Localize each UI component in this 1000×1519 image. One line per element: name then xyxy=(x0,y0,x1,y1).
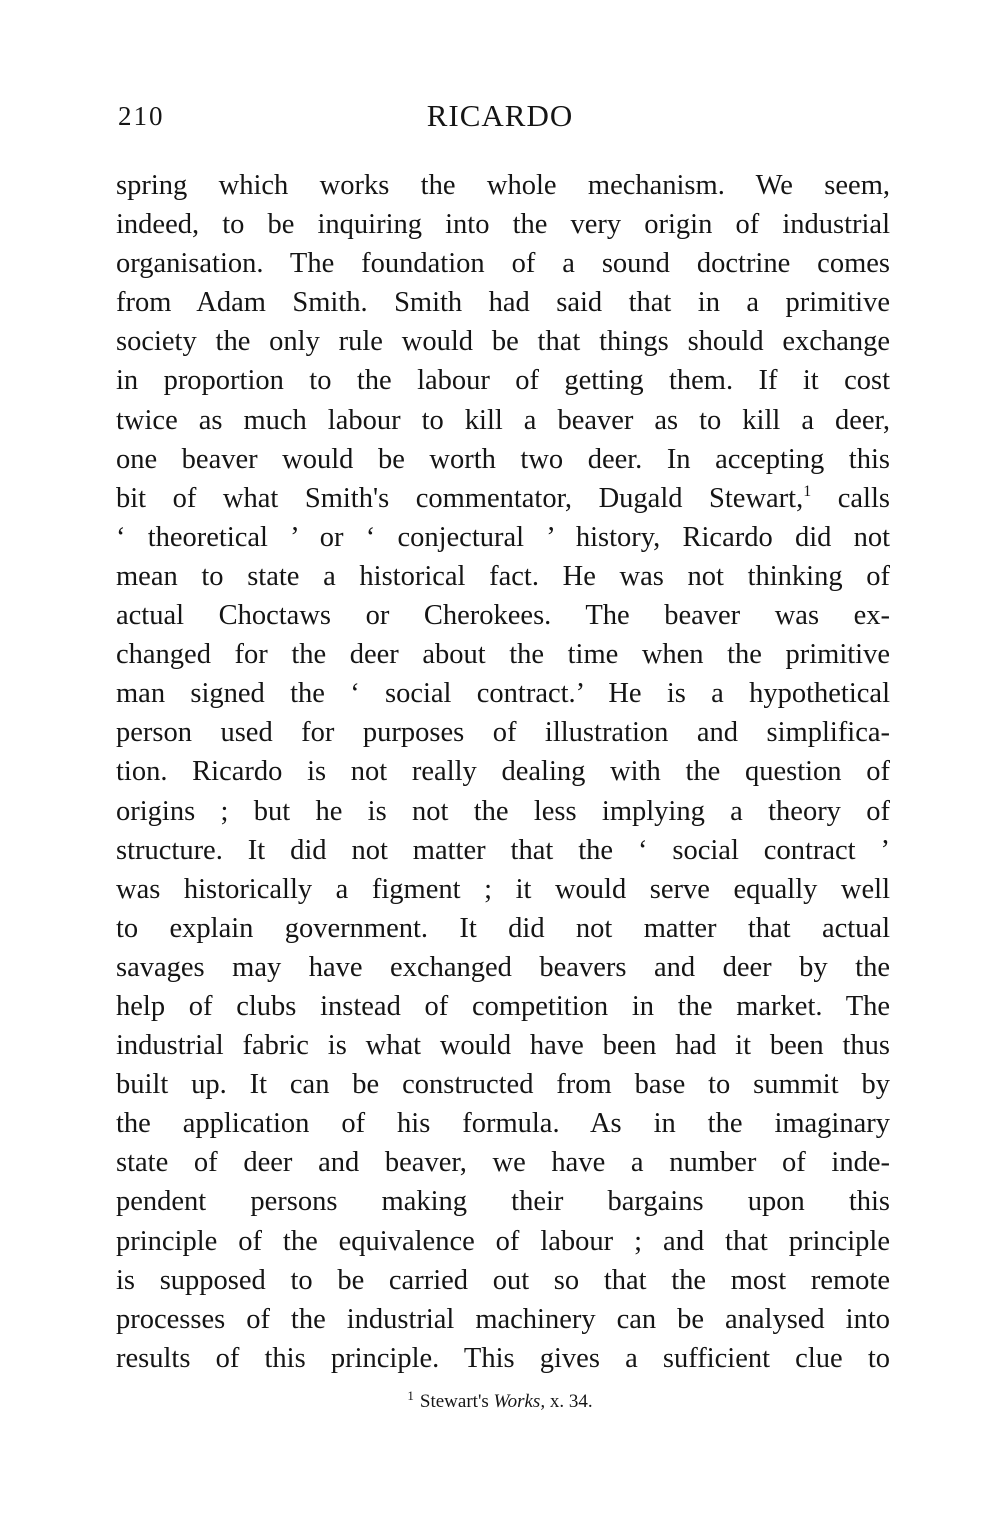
text-line-start: bit of what Smith's commentator, Dugald Stewart, xyxy=(116,482,804,514)
text-line: man signed the ‘ social contract.’ He is a hypothetical xyxy=(116,678,890,710)
body-text xyxy=(116,166,890,1378)
text-line: twice as much labour to kill a beaver as to kill a deer, xyxy=(116,404,890,436)
text-line: from Adam Smith. Smith had said that in a primitive xyxy=(116,287,890,319)
text-line: state of deer and beaver, we have a number of inde- xyxy=(116,1147,890,1179)
footnote-mark: 1 xyxy=(407,1388,414,1403)
text-line: pendent persons making their bargains upon this xyxy=(116,1186,890,1218)
text-line: changed for the deer about the time when the primitive xyxy=(116,639,890,671)
footnote-title: Works, xyxy=(493,1391,546,1412)
text-line: to explain government. It did not matter that actual xyxy=(116,912,890,944)
page-number: 210 xyxy=(118,101,165,131)
text-line: spring which works the whole mechanism. We seem, xyxy=(116,170,890,201)
text-line: results of this principle. This gives a sufficient clue to xyxy=(116,1342,890,1374)
running-title: RICARDO xyxy=(426,98,574,133)
text-line: one beaver would be worth two deer. In accepting this xyxy=(116,443,890,475)
text-line: processes of the industrial machinery can be analysed into xyxy=(116,1303,890,1335)
text-line: principle of the equivalence of labour ; and that principle xyxy=(116,1225,890,1257)
text-line: structure. It did not matter that the ‘ social contract ’ xyxy=(116,834,890,866)
text-line: built up. It can be constructed from base to summit by xyxy=(116,1069,890,1101)
text-line: help of clubs instead of competition in the market. The xyxy=(116,990,890,1022)
footnote xyxy=(0,1389,1000,1411)
footnote-suffix: x. 34. xyxy=(549,1391,593,1412)
footnote-reference: 1 xyxy=(803,482,812,500)
text-line: savages may have exchanged beavers and deer by the xyxy=(116,951,890,983)
text-line: origins ; but he is not the less implying a theory of xyxy=(116,795,890,827)
text-line: organisation. The foundation of a sound doctrine comes xyxy=(116,248,890,280)
text-line: tion. Ricardo is not really dealing with the question of xyxy=(116,756,890,788)
text-line: indeed, to be inquiring into the very origin of industrial xyxy=(116,209,890,241)
text-line: ‘ theoretical ’ or ‘ conjectural ’ history, Ricardo did not xyxy=(116,521,890,553)
footnote-prefix: Stewart's xyxy=(419,1391,489,1412)
text-line: actual Choctaws or Cherokees. The beaver was ex- xyxy=(116,600,890,632)
text-line-with-footnote-ref xyxy=(116,479,890,518)
text-line: is supposed to be carried out so that the most remote xyxy=(116,1264,890,1296)
text-line: society the only rule would be that things should exchange xyxy=(116,326,890,358)
text-line: was historically a figment ; it would serve equally well xyxy=(116,873,890,905)
text-line: mean to state a historical fact. He was not thinking of xyxy=(116,560,890,592)
text-line: in proportion to the labour of getting them. If it cost xyxy=(116,365,890,397)
text-line: the application of his formula. As in the imaginary xyxy=(116,1108,890,1140)
text-line: industrial fabric is what would have been had it been thus xyxy=(116,1030,890,1062)
text-line: person used for purposes of illustration and simplifica- xyxy=(116,717,890,749)
text-line-end: calls xyxy=(811,482,890,514)
